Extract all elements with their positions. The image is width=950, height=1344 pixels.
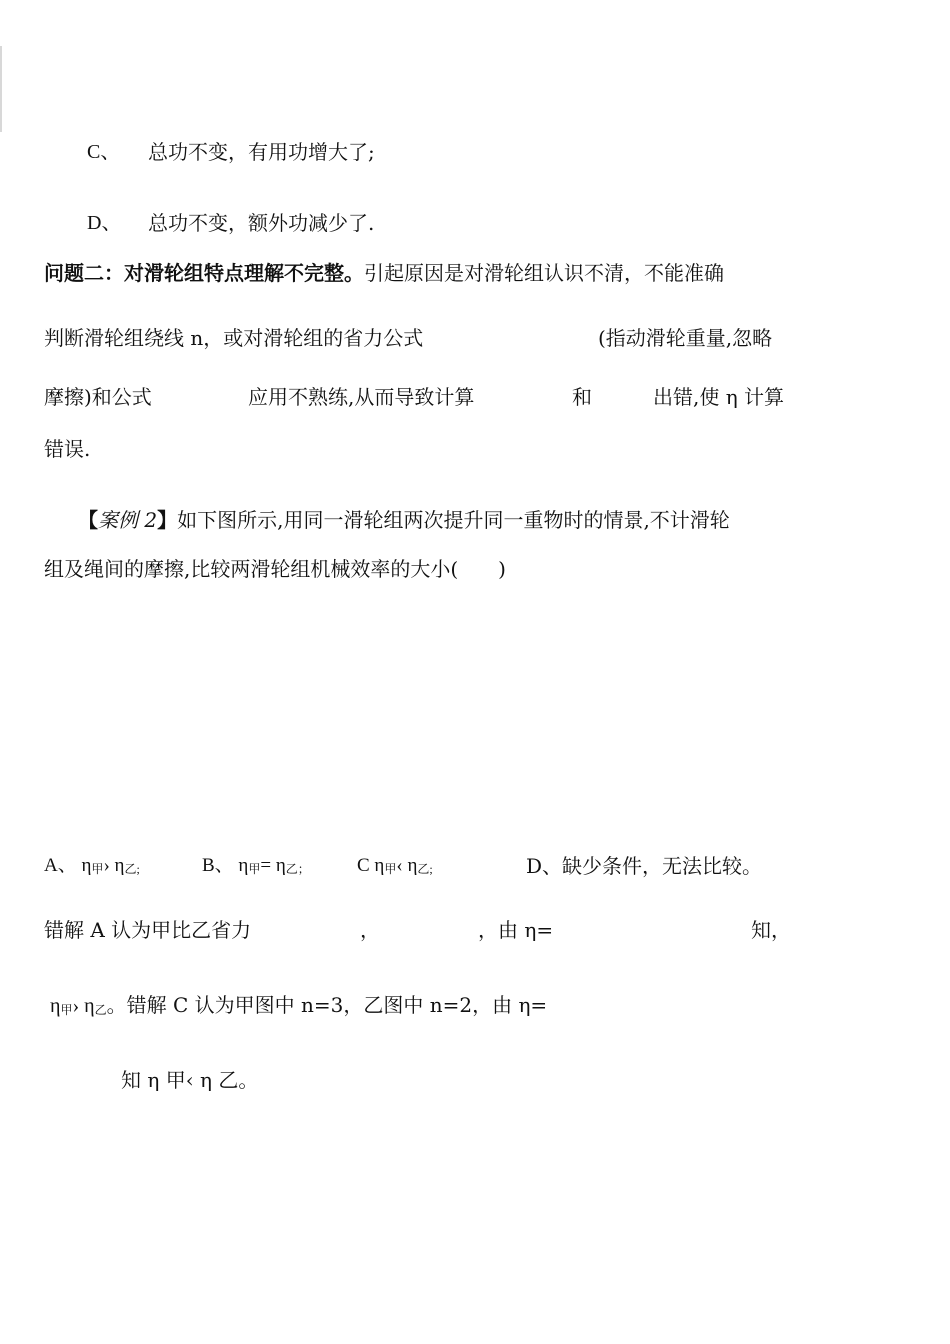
choice-d: D、缺少条件，无法比较。 [526,854,763,878]
page-edge-rule [0,46,2,132]
wrong-a-comma1: ， [360,918,380,942]
choice-b-label: B、 η [202,855,249,876]
case2-bracket-close: 】 [157,508,178,532]
wrong-c-sub2: 乙 [94,1003,107,1017]
choice-a-sub2: 乙; [124,862,140,876]
problem2-line3a: 摩擦)和公式 [44,385,152,409]
option-d-label: D、 [87,212,122,234]
problem2-line2b: (指动滑轮重量,忽略 [598,326,773,350]
choice-a-mid: › η [103,855,125,876]
wrong-c-mid: › η [72,995,95,1017]
choice-a [44,852,140,883]
wrong-c-conclusion: 知 η 甲‹ η 乙。 [121,1068,259,1092]
choice-a-sub1: 甲 [91,862,104,876]
wrong-a-text: 错解 A 认为甲比乙省力 [44,918,252,942]
case2-line2: 组及绳间的摩擦,比较两滑轮组机械效率的大小( ) [44,557,506,581]
choice-b-sub2: 乙； [285,862,310,876]
wrong-c-eta: η [50,995,61,1017]
problem2-heading: 问题二：对滑轮组特点理解不完整。 [44,261,364,285]
choice-a-label: A、 η [44,855,92,876]
case2-tag: 案例 2 [98,508,158,532]
choice-b-sub1: 甲 [248,862,261,876]
problem2-line3d: 出错,使 η 计算 [653,385,785,409]
problem2-line3c: 和 [572,385,592,409]
option-c-text: 总功不变，有用功增大了; [148,140,375,164]
problem2-line4: 错误. [44,437,91,461]
choice-c-mid: ‹ η [396,855,418,876]
choice-c-sub2: 乙; [417,862,433,876]
choice-b-mid: = η [260,855,286,876]
problem2-line3b: 应用不熟练,从而导致计算 [248,385,475,409]
wrong-c-sub1: 甲 [60,1003,73,1017]
case2-line1-text: 如下图所示,用同一滑轮组两次提升同一重物时的情景,不计滑轮 [177,508,730,532]
problem2-line2a: 判断滑轮组绕线 n，或对滑轮组的省力公式 [44,326,424,350]
choice-c-label: C η [357,855,385,876]
choice-c-sub1: 甲 [384,862,397,876]
problem2-line1-text: 引起原因是对滑轮组认识不清，不能准确 [364,261,724,285]
choice-b [202,852,310,883]
wrong-a-end: 知， [751,918,791,942]
problem2-line1 [44,259,724,287]
wrong-a-comma2: ，由 η= [478,918,554,942]
wrong-c-line [50,991,547,1024]
wrong-c-text: 。错解 C 认为甲图中 n=3，乙图中 n=2，由 η= [106,993,548,1017]
option-c-label: C、 [87,141,121,163]
choice-c [357,852,433,883]
option-d-text: 总功不变，额外功减少了. [148,211,375,235]
case2-line1 [78,506,730,534]
case2-bracket-open: 【 [78,508,98,532]
